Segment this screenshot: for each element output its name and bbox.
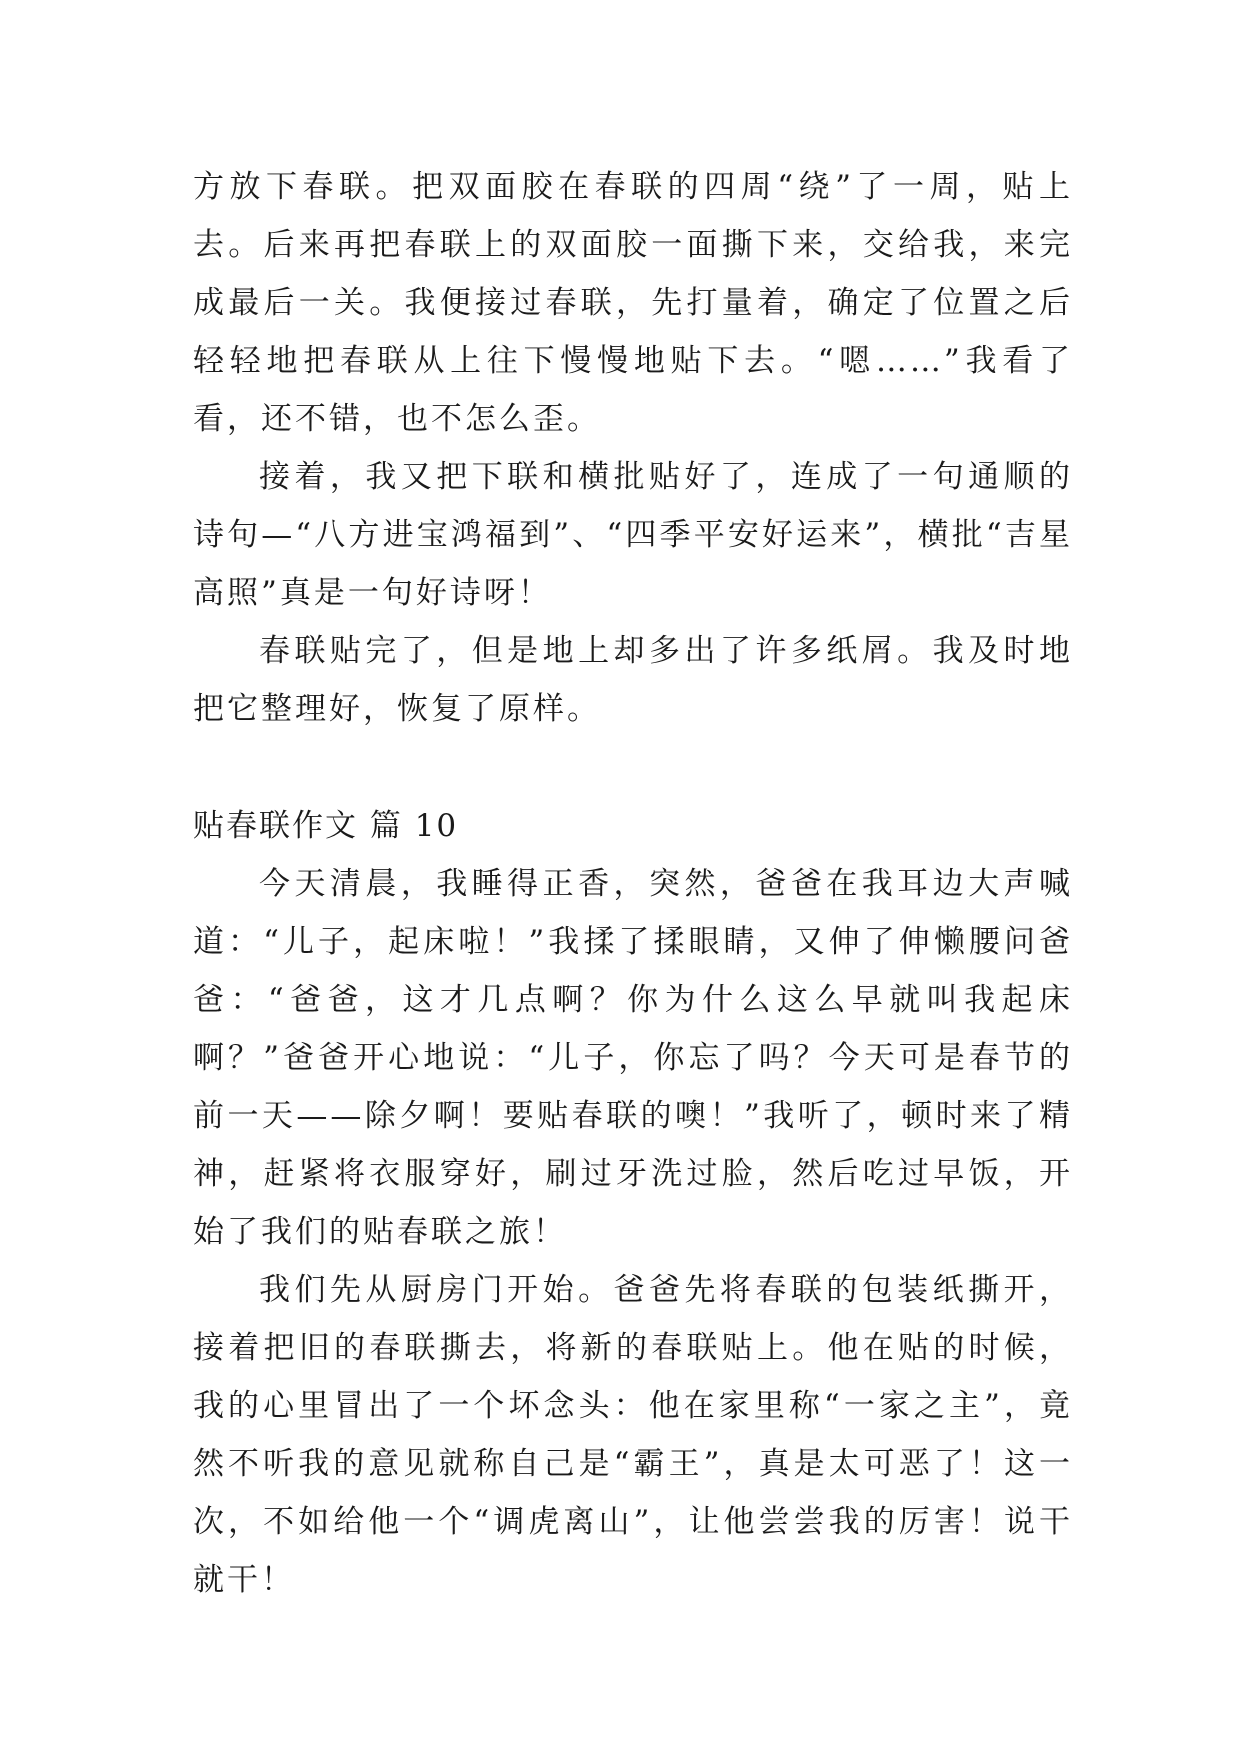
essay-heading: 贴春联作文 篇 10 bbox=[193, 808, 459, 844]
paragraph: 我们先从厨房门开始。爸爸先将春联的包装纸撕开，接着把旧的春联撕去，将新的春联贴上。他在贴的时候，我的心里冒出了一个坏念头：他在家里称“一家之主”，竟然不听我的意见就称自己是“霸王”，真是太可恶了！这一次，不如给他一个“调虎离山”，让他尝尝我的厉害！说干就干！ bbox=[193, 1272, 1073, 1598]
paragraph: 春联贴完了，但是地上却多出了许多纸屑。我及时地把它整理好，恢复了原样。 bbox=[193, 633, 1073, 727]
previous-essay-continuation bbox=[193, 158, 1073, 738]
paragraph: 今天清晨，我睡得正香，突然，爸爸在我耳边大声喊道：“儿子，起床啦！”我揉了揉眼睛，又伸了伸懒腰问爸爸：“爸爸，这才几点啊？你为什么这么早就叫我起床啊？”爸爸开心地说：“儿子，你忘了吗？今天可是春节的前一天——除夕啊！要贴春联的噢！”我听了，顿时来了精神，赶紧将衣服穿好，刷过牙洗过脸，然后吃过早饭，开始了我们的贴春联之旅！ bbox=[193, 866, 1073, 1250]
paragraph: 接着，我又把下联和横批贴好了，连成了一句通顺的诗句—“八方进宝鸿福到”、“四季平安好运来”，横批“吉星高照”真是一句好诗呀！ bbox=[193, 459, 1073, 611]
paragraph: 方放下春联。把双面胶在春联的四周“绕”了一周，贴上去。后来再把春联上的双面胶一面撕下来，交给我，来完成最后一关。我便接过春联，先打量着，确定了位置之后轻轻地把春联从上往下慢慢地贴下去。“嗯……”我看了看，还不错，也不怎么歪。 bbox=[193, 169, 1073, 437]
essay-10-body bbox=[193, 855, 1073, 1609]
